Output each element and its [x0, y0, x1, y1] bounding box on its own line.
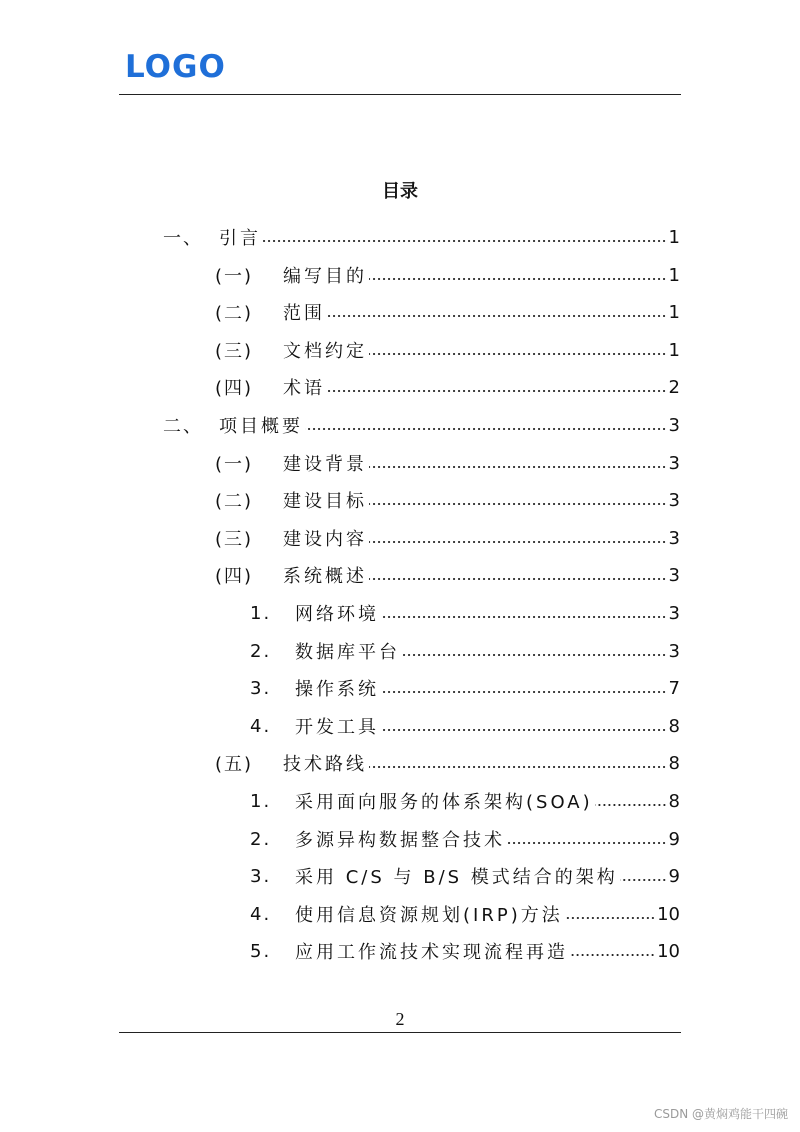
toc-entry[interactable] [250, 786, 680, 816]
toc-dot-leader [620, 878, 667, 882]
toc-dot-leader [381, 728, 667, 732]
watermark: CSDN @黄焖鸡能干四碗 [653, 1107, 788, 1121]
toc-entry[interactable] [215, 372, 680, 402]
toc-entry-number: 3. [250, 865, 272, 887]
toc-dot-leader [570, 953, 655, 957]
toc-entry-label: 项目概要 [219, 416, 303, 437]
toc-entry-page: 3 [668, 564, 680, 586]
toc-entry-number: (一) [215, 454, 254, 475]
toc-entry-number: 1. [250, 602, 272, 624]
toc-entry[interactable] [215, 523, 680, 553]
toc-entry-label: 多源异构数据整合技术 [295, 830, 505, 851]
toc-dot-leader [327, 314, 667, 318]
toc-entry[interactable] [215, 335, 680, 365]
toc-dot-leader [369, 765, 667, 769]
toc-entry[interactable] [215, 448, 680, 478]
toc-entry-label: 数据库平台 [295, 642, 400, 663]
toc-entry[interactable] [250, 711, 680, 741]
toc-dot-leader [327, 389, 667, 393]
toc-dot-leader [369, 352, 667, 356]
toc-entry-label: 使用信息资源规划(IRP)方法 [295, 905, 563, 926]
toc-entry-number: 1. [250, 790, 272, 812]
toc-entry-number: 一、 [163, 228, 203, 249]
toc-entry[interactable] [250, 824, 680, 854]
toc-entry[interactable] [215, 297, 680, 327]
toc-dot-leader [565, 916, 655, 920]
toc-entry-label: 引言 [219, 228, 261, 249]
toc-dot-leader [369, 465, 667, 469]
toc-entry[interactable] [215, 485, 680, 515]
toc-entry-page: 9 [668, 828, 680, 850]
toc-entry-page: 7 [668, 677, 680, 699]
toc-entry-label: 术语 [283, 378, 325, 399]
toc-entry-label: 范围 [283, 303, 325, 324]
toc-entry-page: 8 [668, 752, 680, 774]
toc-dot-leader [381, 690, 667, 694]
toc-entry-number: 二、 [163, 416, 203, 437]
toc-entry[interactable] [250, 861, 680, 891]
toc-entry-page: 3 [668, 452, 680, 474]
toc-entry[interactable] [250, 936, 680, 966]
toc-entry-page: 1 [668, 226, 680, 248]
toc-title: 目录 [382, 181, 418, 202]
page-number: 2 [395, 1009, 405, 1029]
toc-entry-label: 文档约定 [283, 341, 367, 362]
toc-entry-number: (三) [215, 341, 254, 362]
toc-dot-leader [595, 803, 667, 807]
toc-entry-label: 建设目标 [283, 491, 367, 512]
toc-entry[interactable] [163, 222, 680, 252]
toc-entry-number: 5. [250, 940, 272, 962]
toc-entry-page: 3 [668, 640, 680, 662]
toc-entry-number: (一) [215, 266, 254, 287]
toc-entry-number: 2. [250, 640, 272, 662]
toc-entry-label: 采用 C/S 与 B/S 模式结合的架构 [295, 867, 618, 888]
toc-entry-page: 3 [668, 414, 680, 436]
toc-entry-label: 网络环境 [295, 604, 379, 625]
toc-entry-page: 1 [668, 264, 680, 286]
toc-entry-label: 操作系统 [295, 679, 379, 700]
toc-entry[interactable] [250, 598, 680, 628]
toc-entry-label: 采用面向服务的体系架构(SOA) [295, 792, 593, 813]
toc-entry-page: 1 [668, 301, 680, 323]
toc-dot-leader [402, 653, 667, 657]
toc-entry-page: 10 [657, 940, 680, 962]
toc-entry[interactable] [250, 636, 680, 666]
toc-entry-number: (四) [215, 566, 254, 587]
toc-entry-label: 建设背景 [283, 454, 367, 475]
toc-entry-page: 10 [657, 903, 680, 925]
header-rule [119, 94, 681, 95]
toc-dot-leader [305, 427, 667, 431]
toc-entry-label: 应用工作流技术实现流程再造 [295, 942, 568, 963]
logo: LOGO [125, 49, 226, 85]
toc-entry-number: (二) [215, 491, 254, 512]
toc-entry-page: 8 [668, 790, 680, 812]
toc-entry[interactable] [215, 748, 680, 778]
footer-rule [119, 1032, 681, 1033]
toc-dot-leader [507, 841, 667, 845]
toc-entry-number: (二) [215, 303, 254, 324]
toc-entry-label: 技术路线 [283, 754, 367, 775]
toc-entry-page: 3 [668, 602, 680, 624]
toc-dot-leader [369, 277, 667, 281]
toc-entry[interactable] [215, 260, 680, 290]
toc-entry-number: 3. [250, 677, 272, 699]
toc-entry-number: (五) [215, 754, 254, 775]
toc-entry-label: 建设内容 [283, 529, 367, 550]
toc-entry-number: (四) [215, 378, 254, 399]
toc-entry-number: 4. [250, 715, 272, 737]
toc-entry-number: (三) [215, 529, 254, 550]
toc-entry-page: 9 [668, 865, 680, 887]
toc-entry[interactable] [163, 410, 680, 440]
toc-entry-number: 2. [250, 828, 272, 850]
toc-entry-label: 系统概述 [283, 566, 367, 587]
toc-entry[interactable] [250, 899, 680, 929]
toc-dot-leader [263, 239, 667, 243]
toc-entry-page: 8 [668, 715, 680, 737]
toc-dot-leader [369, 540, 667, 544]
toc-entry-label: 编写目的 [283, 266, 367, 287]
toc-dot-leader [381, 615, 667, 619]
toc-entry-page: 3 [668, 489, 680, 511]
toc-entry[interactable] [215, 560, 680, 590]
toc-entry-number: 4. [250, 903, 272, 925]
toc-entry-page: 3 [668, 527, 680, 549]
toc-entry[interactable] [250, 673, 680, 703]
toc-entry-page: 1 [668, 339, 680, 361]
toc-entry-label: 开发工具 [295, 717, 379, 738]
toc-dot-leader [369, 502, 667, 506]
toc-dot-leader [369, 577, 667, 581]
toc-entry-page: 2 [668, 376, 680, 398]
